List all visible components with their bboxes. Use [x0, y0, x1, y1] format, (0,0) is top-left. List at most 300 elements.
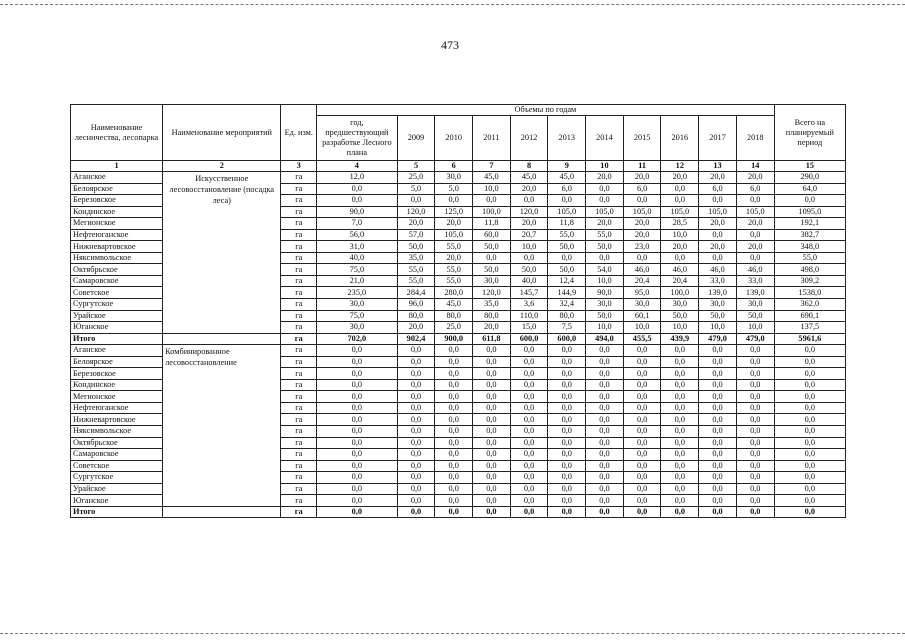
- value-cell: 0,0: [548, 460, 586, 472]
- value-cell: 0,0: [510, 195, 548, 207]
- value-cell: 0,0: [435, 402, 473, 414]
- value-cell: 0,0: [623, 483, 661, 495]
- value-cell: 0,0: [661, 483, 699, 495]
- unit-cell: га: [281, 183, 317, 195]
- column-index: 8: [510, 161, 548, 172]
- value-cell: 54,0: [586, 264, 624, 276]
- value-cell: 31,0: [317, 241, 398, 253]
- value-cell: 0,0: [586, 483, 624, 495]
- value-cell: 0,0: [397, 437, 435, 449]
- value-cell: 0,0: [435, 472, 473, 484]
- value-cell: 105,0: [548, 206, 586, 218]
- value-cell: 0,0: [548, 391, 586, 403]
- forestry-name: Березовское: [71, 368, 163, 380]
- value-cell: 90,0: [586, 287, 624, 299]
- value-cell: 30,0: [661, 299, 699, 311]
- value-cell: 55,0: [435, 264, 473, 276]
- value-cell: 46,0: [736, 264, 774, 276]
- value-cell: 30,0: [435, 172, 473, 184]
- forestry-name: Сургутское: [71, 472, 163, 484]
- unit-cell: га: [281, 206, 317, 218]
- value-cell: 0,0: [548, 379, 586, 391]
- forestry-name: Кондинское: [71, 206, 163, 218]
- value-cell: 0,0: [397, 345, 435, 357]
- unit-cell: га: [281, 495, 317, 507]
- value-cell: 0,0: [317, 345, 398, 357]
- unit-cell: га: [281, 437, 317, 449]
- value-cell: 0,0: [317, 437, 398, 449]
- value-cell: 0,0: [397, 414, 435, 426]
- value-cell: 0,0: [397, 379, 435, 391]
- forestry-name: Аганское: [71, 345, 163, 357]
- value-cell: 0,0: [586, 437, 624, 449]
- column-index: 7: [473, 161, 511, 172]
- forestry-name: Няксимвольское: [71, 252, 163, 264]
- row-total-cell: 0,0: [774, 402, 845, 414]
- value-cell: 0,0: [586, 460, 624, 472]
- value-cell: 0,0: [586, 402, 624, 414]
- value-cell: 611,8: [473, 333, 511, 345]
- row-total-cell: 0,0: [774, 379, 845, 391]
- column-index: 13: [699, 161, 737, 172]
- value-cell: 6,0: [699, 183, 737, 195]
- unit-cell: га: [281, 264, 317, 276]
- forestry-name: Аганское: [71, 172, 163, 184]
- value-cell: 20,0: [397, 218, 435, 230]
- value-cell: 0,0: [473, 252, 511, 264]
- value-cell: 0,0: [473, 402, 511, 414]
- value-cell: 30,0: [623, 299, 661, 311]
- forestry-name: Нижневартовское: [71, 241, 163, 253]
- value-cell: 50,0: [586, 241, 624, 253]
- value-cell: 6,0: [736, 183, 774, 195]
- value-cell: 50,0: [473, 241, 511, 253]
- value-cell: 0,0: [435, 356, 473, 368]
- value-cell: 0,0: [586, 195, 624, 207]
- value-cell: 0,0: [661, 414, 699, 426]
- value-cell: 0,0: [510, 460, 548, 472]
- value-cell: 28,5: [661, 218, 699, 230]
- column-index: 14: [736, 161, 774, 172]
- value-cell: 144,9: [548, 287, 586, 299]
- value-cell: 0,0: [736, 472, 774, 484]
- row-total-cell: 309,2: [774, 275, 845, 287]
- value-cell: 0,0: [623, 437, 661, 449]
- value-cell: 0,0: [435, 437, 473, 449]
- row-total-cell: 0,0: [774, 437, 845, 449]
- value-cell: 55,0: [586, 229, 624, 241]
- value-cell: 30,0: [736, 299, 774, 311]
- value-cell: 455,5: [623, 333, 661, 345]
- value-cell: 0,0: [586, 449, 624, 461]
- value-cell: 20,0: [736, 172, 774, 184]
- value-cell: 0,0: [661, 460, 699, 472]
- value-cell: 0,0: [317, 391, 398, 403]
- value-cell: 10,0: [473, 183, 511, 195]
- value-cell: 0,0: [623, 252, 661, 264]
- unit-cell: га: [281, 275, 317, 287]
- value-cell: 0,0: [586, 414, 624, 426]
- value-cell: 0,0: [510, 379, 548, 391]
- value-cell: 0,0: [736, 437, 774, 449]
- value-cell: 25,0: [397, 172, 435, 184]
- value-cell: 20,0: [736, 241, 774, 253]
- value-cell: 50,0: [661, 310, 699, 322]
- row-total-cell: 55,0: [774, 252, 845, 264]
- value-cell: 32,4: [548, 299, 586, 311]
- value-cell: 0,0: [317, 495, 398, 507]
- row-total-cell: 5961,6: [774, 333, 845, 345]
- value-cell: 20,0: [586, 172, 624, 184]
- column-index: 11: [623, 161, 661, 172]
- value-cell: 0,0: [397, 391, 435, 403]
- forestry-name: Мегионское: [71, 218, 163, 230]
- value-cell: 0,0: [661, 252, 699, 264]
- value-cell: 125,0: [435, 206, 473, 218]
- row-total-cell: 0,0: [774, 506, 845, 518]
- value-cell: 479,0: [736, 333, 774, 345]
- row-total-cell: 0,0: [774, 460, 845, 472]
- value-cell: 10,0: [699, 322, 737, 334]
- header-year-2015: 2015: [623, 116, 661, 161]
- value-cell: 0,0: [548, 472, 586, 484]
- header-year-2011: 2011: [473, 116, 511, 161]
- value-cell: 0,0: [317, 506, 398, 518]
- forestry-name: Самаровское: [71, 275, 163, 287]
- unit-cell: га: [281, 506, 317, 518]
- value-cell: 50,0: [586, 310, 624, 322]
- value-cell: 0,0: [548, 483, 586, 495]
- value-cell: 0,0: [661, 472, 699, 484]
- forestry-name: Белоярское: [71, 356, 163, 368]
- value-cell: 0,0: [548, 506, 586, 518]
- value-cell: 0,0: [586, 391, 624, 403]
- forestry-name: Урайское: [71, 310, 163, 322]
- value-cell: 0,0: [699, 345, 737, 357]
- value-cell: 0,0: [435, 414, 473, 426]
- row-total-cell: 0,0: [774, 368, 845, 380]
- value-cell: 80,0: [473, 310, 511, 322]
- value-cell: 0,0: [548, 402, 586, 414]
- value-cell: 20,4: [623, 275, 661, 287]
- value-cell: 110,0: [510, 310, 548, 322]
- value-cell: 80,0: [435, 310, 473, 322]
- value-cell: 46,0: [623, 264, 661, 276]
- unit-cell: га: [281, 472, 317, 484]
- value-cell: 20,0: [661, 172, 699, 184]
- value-cell: 0,0: [473, 437, 511, 449]
- value-cell: 45,0: [548, 172, 586, 184]
- value-cell: 20,0: [397, 322, 435, 334]
- header-year-2014: 2014: [586, 116, 624, 161]
- scan-edge-bottom: [0, 633, 905, 635]
- value-cell: 40,0: [510, 275, 548, 287]
- forestry-name: Октябрьское: [71, 437, 163, 449]
- activity-blank: [163, 506, 281, 518]
- value-cell: 0,0: [548, 252, 586, 264]
- unit-cell: га: [281, 356, 317, 368]
- value-cell: 145,7: [510, 287, 548, 299]
- value-cell: 0,0: [586, 356, 624, 368]
- value-cell: 0,0: [397, 460, 435, 472]
- unit-cell: га: [281, 287, 317, 299]
- column-index: 15: [774, 161, 845, 172]
- value-cell: 0,0: [473, 506, 511, 518]
- column-index: 10: [586, 161, 624, 172]
- value-cell: 0,0: [623, 472, 661, 484]
- row-total-cell: 0,0: [774, 472, 845, 484]
- value-cell: 3,6: [510, 299, 548, 311]
- value-cell: 0,0: [435, 426, 473, 438]
- unit-cell: га: [281, 460, 317, 472]
- value-cell: 0,0: [510, 414, 548, 426]
- value-cell: 20,0: [586, 218, 624, 230]
- value-cell: 0,0: [397, 195, 435, 207]
- value-cell: 0,0: [397, 449, 435, 461]
- value-cell: 5,0: [435, 183, 473, 195]
- column-index: 6: [435, 161, 473, 172]
- row-total-cell: 0,0: [774, 414, 845, 426]
- value-cell: 0,0: [473, 379, 511, 391]
- total-row: [71, 506, 846, 518]
- value-cell: 0,0: [699, 379, 737, 391]
- value-cell: 0,0: [473, 460, 511, 472]
- header-prev-year: год, предшествующий разработке Лесного плана: [317, 116, 398, 161]
- value-cell: 55,0: [435, 275, 473, 287]
- value-cell: 20,4: [661, 275, 699, 287]
- value-cell: 20,0: [435, 218, 473, 230]
- header-total: Всего на планируемый период: [774, 105, 845, 161]
- unit-cell: га: [281, 414, 317, 426]
- value-cell: 0,0: [317, 368, 398, 380]
- value-cell: 0,0: [473, 368, 511, 380]
- value-cell: 75,0: [317, 264, 398, 276]
- value-cell: 0,0: [623, 495, 661, 507]
- value-cell: 0,0: [548, 449, 586, 461]
- header-volumes: Объемы по годам: [317, 105, 775, 116]
- unit-cell: га: [281, 310, 317, 322]
- value-cell: 57,0: [397, 229, 435, 241]
- value-cell: 10,0: [661, 229, 699, 241]
- value-cell: 0,0: [661, 402, 699, 414]
- value-cell: 0,0: [548, 437, 586, 449]
- value-cell: 20,0: [699, 241, 737, 253]
- value-cell: 0,0: [623, 402, 661, 414]
- value-cell: 0,0: [397, 472, 435, 484]
- forestry-name: Итого: [71, 506, 163, 518]
- value-cell: 0,0: [510, 402, 548, 414]
- value-cell: 900,0: [435, 333, 473, 345]
- value-cell: 20,0: [510, 218, 548, 230]
- value-cell: 0,0: [736, 426, 774, 438]
- value-cell: 30,0: [699, 299, 737, 311]
- value-cell: 0,0: [473, 391, 511, 403]
- value-cell: 105,0: [586, 206, 624, 218]
- value-cell: 0,0: [473, 426, 511, 438]
- forestry-name: Советское: [71, 460, 163, 472]
- value-cell: 10,0: [586, 275, 624, 287]
- value-cell: 0,0: [473, 495, 511, 507]
- value-cell: 902,4: [397, 333, 435, 345]
- value-cell: 40,0: [317, 252, 398, 264]
- value-cell: 6,0: [623, 183, 661, 195]
- value-cell: 0,0: [699, 229, 737, 241]
- column-index: 4: [317, 161, 398, 172]
- value-cell: 120,0: [473, 287, 511, 299]
- value-cell: 0,0: [435, 506, 473, 518]
- value-cell: 0,0: [586, 506, 624, 518]
- forestry-name: Кондинское: [71, 379, 163, 391]
- row-total-cell: 498,0: [774, 264, 845, 276]
- value-cell: 46,0: [699, 264, 737, 276]
- activity-blank: [163, 333, 281, 345]
- value-cell: 0,0: [699, 426, 737, 438]
- value-cell: 0,0: [661, 195, 699, 207]
- forestry-name: Урайское: [71, 483, 163, 495]
- value-cell: 0,0: [586, 183, 624, 195]
- value-cell: 33,0: [699, 275, 737, 287]
- value-cell: 600,0: [510, 333, 548, 345]
- row-total-cell: 0,0: [774, 426, 845, 438]
- unit-cell: га: [281, 345, 317, 357]
- value-cell: 120,0: [510, 206, 548, 218]
- activity-name: Искусственное лесовосстановление (посадка леса): [163, 172, 281, 334]
- value-cell: 0,0: [435, 368, 473, 380]
- row-total-cell: 0,0: [774, 391, 845, 403]
- value-cell: 0,0: [736, 379, 774, 391]
- row-total-cell: 0,0: [774, 449, 845, 461]
- value-cell: 0,0: [699, 437, 737, 449]
- value-cell: 0,0: [736, 356, 774, 368]
- value-cell: 10,0: [736, 322, 774, 334]
- value-cell: 20,7: [510, 229, 548, 241]
- row-total-cell: 137,5: [774, 322, 845, 334]
- value-cell: 0,0: [510, 252, 548, 264]
- table-row: [71, 172, 846, 184]
- value-cell: 0,0: [736, 449, 774, 461]
- value-cell: 0,0: [397, 506, 435, 518]
- value-cell: 0,0: [548, 345, 586, 357]
- value-cell: 0,0: [661, 391, 699, 403]
- value-cell: 105,0: [699, 206, 737, 218]
- unit-cell: га: [281, 391, 317, 403]
- forestry-name: Нижневартовское: [71, 414, 163, 426]
- value-cell: 33,0: [736, 275, 774, 287]
- value-cell: 12,0: [317, 172, 398, 184]
- value-cell: 80,0: [548, 310, 586, 322]
- value-cell: 20,0: [699, 172, 737, 184]
- value-cell: 0,0: [699, 368, 737, 380]
- value-cell: 0,0: [510, 391, 548, 403]
- row-total-cell: 0,0: [774, 356, 845, 368]
- value-cell: 0,0: [510, 495, 548, 507]
- value-cell: 45,0: [435, 299, 473, 311]
- value-cell: 100,0: [661, 287, 699, 299]
- value-cell: 55,0: [435, 241, 473, 253]
- value-cell: 50,0: [510, 264, 548, 276]
- row-total-cell: 64,0: [774, 183, 845, 195]
- unit-cell: га: [281, 368, 317, 380]
- value-cell: 0,0: [623, 379, 661, 391]
- row-total-cell: 1538,0: [774, 287, 845, 299]
- value-cell: 494,0: [586, 333, 624, 345]
- value-cell: 7,5: [548, 322, 586, 334]
- value-cell: 75,0: [317, 310, 398, 322]
- row-total-cell: 290,0: [774, 172, 845, 184]
- value-cell: 10,0: [623, 322, 661, 334]
- unit-cell: га: [281, 252, 317, 264]
- header-forestry: Наименование лесничества, лесопарка: [71, 105, 163, 161]
- value-cell: 0,0: [736, 391, 774, 403]
- value-cell: 0,0: [736, 460, 774, 472]
- value-cell: 0,0: [661, 379, 699, 391]
- value-cell: 11,8: [548, 218, 586, 230]
- row-total-cell: 0,0: [774, 495, 845, 507]
- value-cell: 50,0: [473, 264, 511, 276]
- unit-cell: га: [281, 229, 317, 241]
- value-cell: 0,0: [510, 449, 548, 461]
- value-cell: 55,0: [397, 264, 435, 276]
- value-cell: 0,0: [435, 495, 473, 507]
- value-cell: 0,0: [397, 495, 435, 507]
- value-cell: 10,0: [510, 241, 548, 253]
- value-cell: 0,0: [623, 195, 661, 207]
- value-cell: 0,0: [699, 495, 737, 507]
- value-cell: 55,0: [548, 229, 586, 241]
- forestry-name: Самаровское: [71, 449, 163, 461]
- value-cell: 0,0: [586, 472, 624, 484]
- value-cell: 0,0: [510, 483, 548, 495]
- value-cell: 30,0: [317, 299, 398, 311]
- unit-cell: га: [281, 379, 317, 391]
- value-cell: 0,0: [699, 449, 737, 461]
- value-cell: 50,0: [699, 310, 737, 322]
- unit-cell: га: [281, 426, 317, 438]
- value-cell: 0,0: [661, 426, 699, 438]
- value-cell: 20,0: [623, 218, 661, 230]
- header-year-2012: 2012: [510, 116, 548, 161]
- table-row: [71, 345, 846, 357]
- header-year-2017: 2017: [699, 116, 737, 161]
- value-cell: 30,0: [586, 299, 624, 311]
- unit-cell: га: [281, 172, 317, 184]
- value-cell: 105,0: [435, 229, 473, 241]
- value-cell: 0,0: [736, 345, 774, 357]
- value-cell: 0,0: [317, 402, 398, 414]
- value-cell: 0,0: [510, 506, 548, 518]
- value-cell: 0,0: [317, 472, 398, 484]
- value-cell: 60,0: [473, 229, 511, 241]
- value-cell: 0,0: [435, 345, 473, 357]
- value-cell: 0,0: [623, 460, 661, 472]
- value-cell: 105,0: [736, 206, 774, 218]
- value-cell: 6,0: [548, 183, 586, 195]
- column-index: 12: [661, 161, 699, 172]
- total-row: [71, 333, 846, 345]
- value-cell: 702,0: [317, 333, 398, 345]
- header-year-2013: 2013: [548, 116, 586, 161]
- value-cell: 0,0: [699, 356, 737, 368]
- forestry-name: Октябрьское: [71, 264, 163, 276]
- page-number: 473: [441, 38, 459, 52]
- value-cell: 0,0: [510, 437, 548, 449]
- value-cell: 0,0: [473, 472, 511, 484]
- value-cell: 0,0: [699, 483, 737, 495]
- value-cell: 0,0: [548, 195, 586, 207]
- value-cell: 0,0: [699, 391, 737, 403]
- unit-cell: га: [281, 449, 317, 461]
- row-total-cell: 0,0: [774, 195, 845, 207]
